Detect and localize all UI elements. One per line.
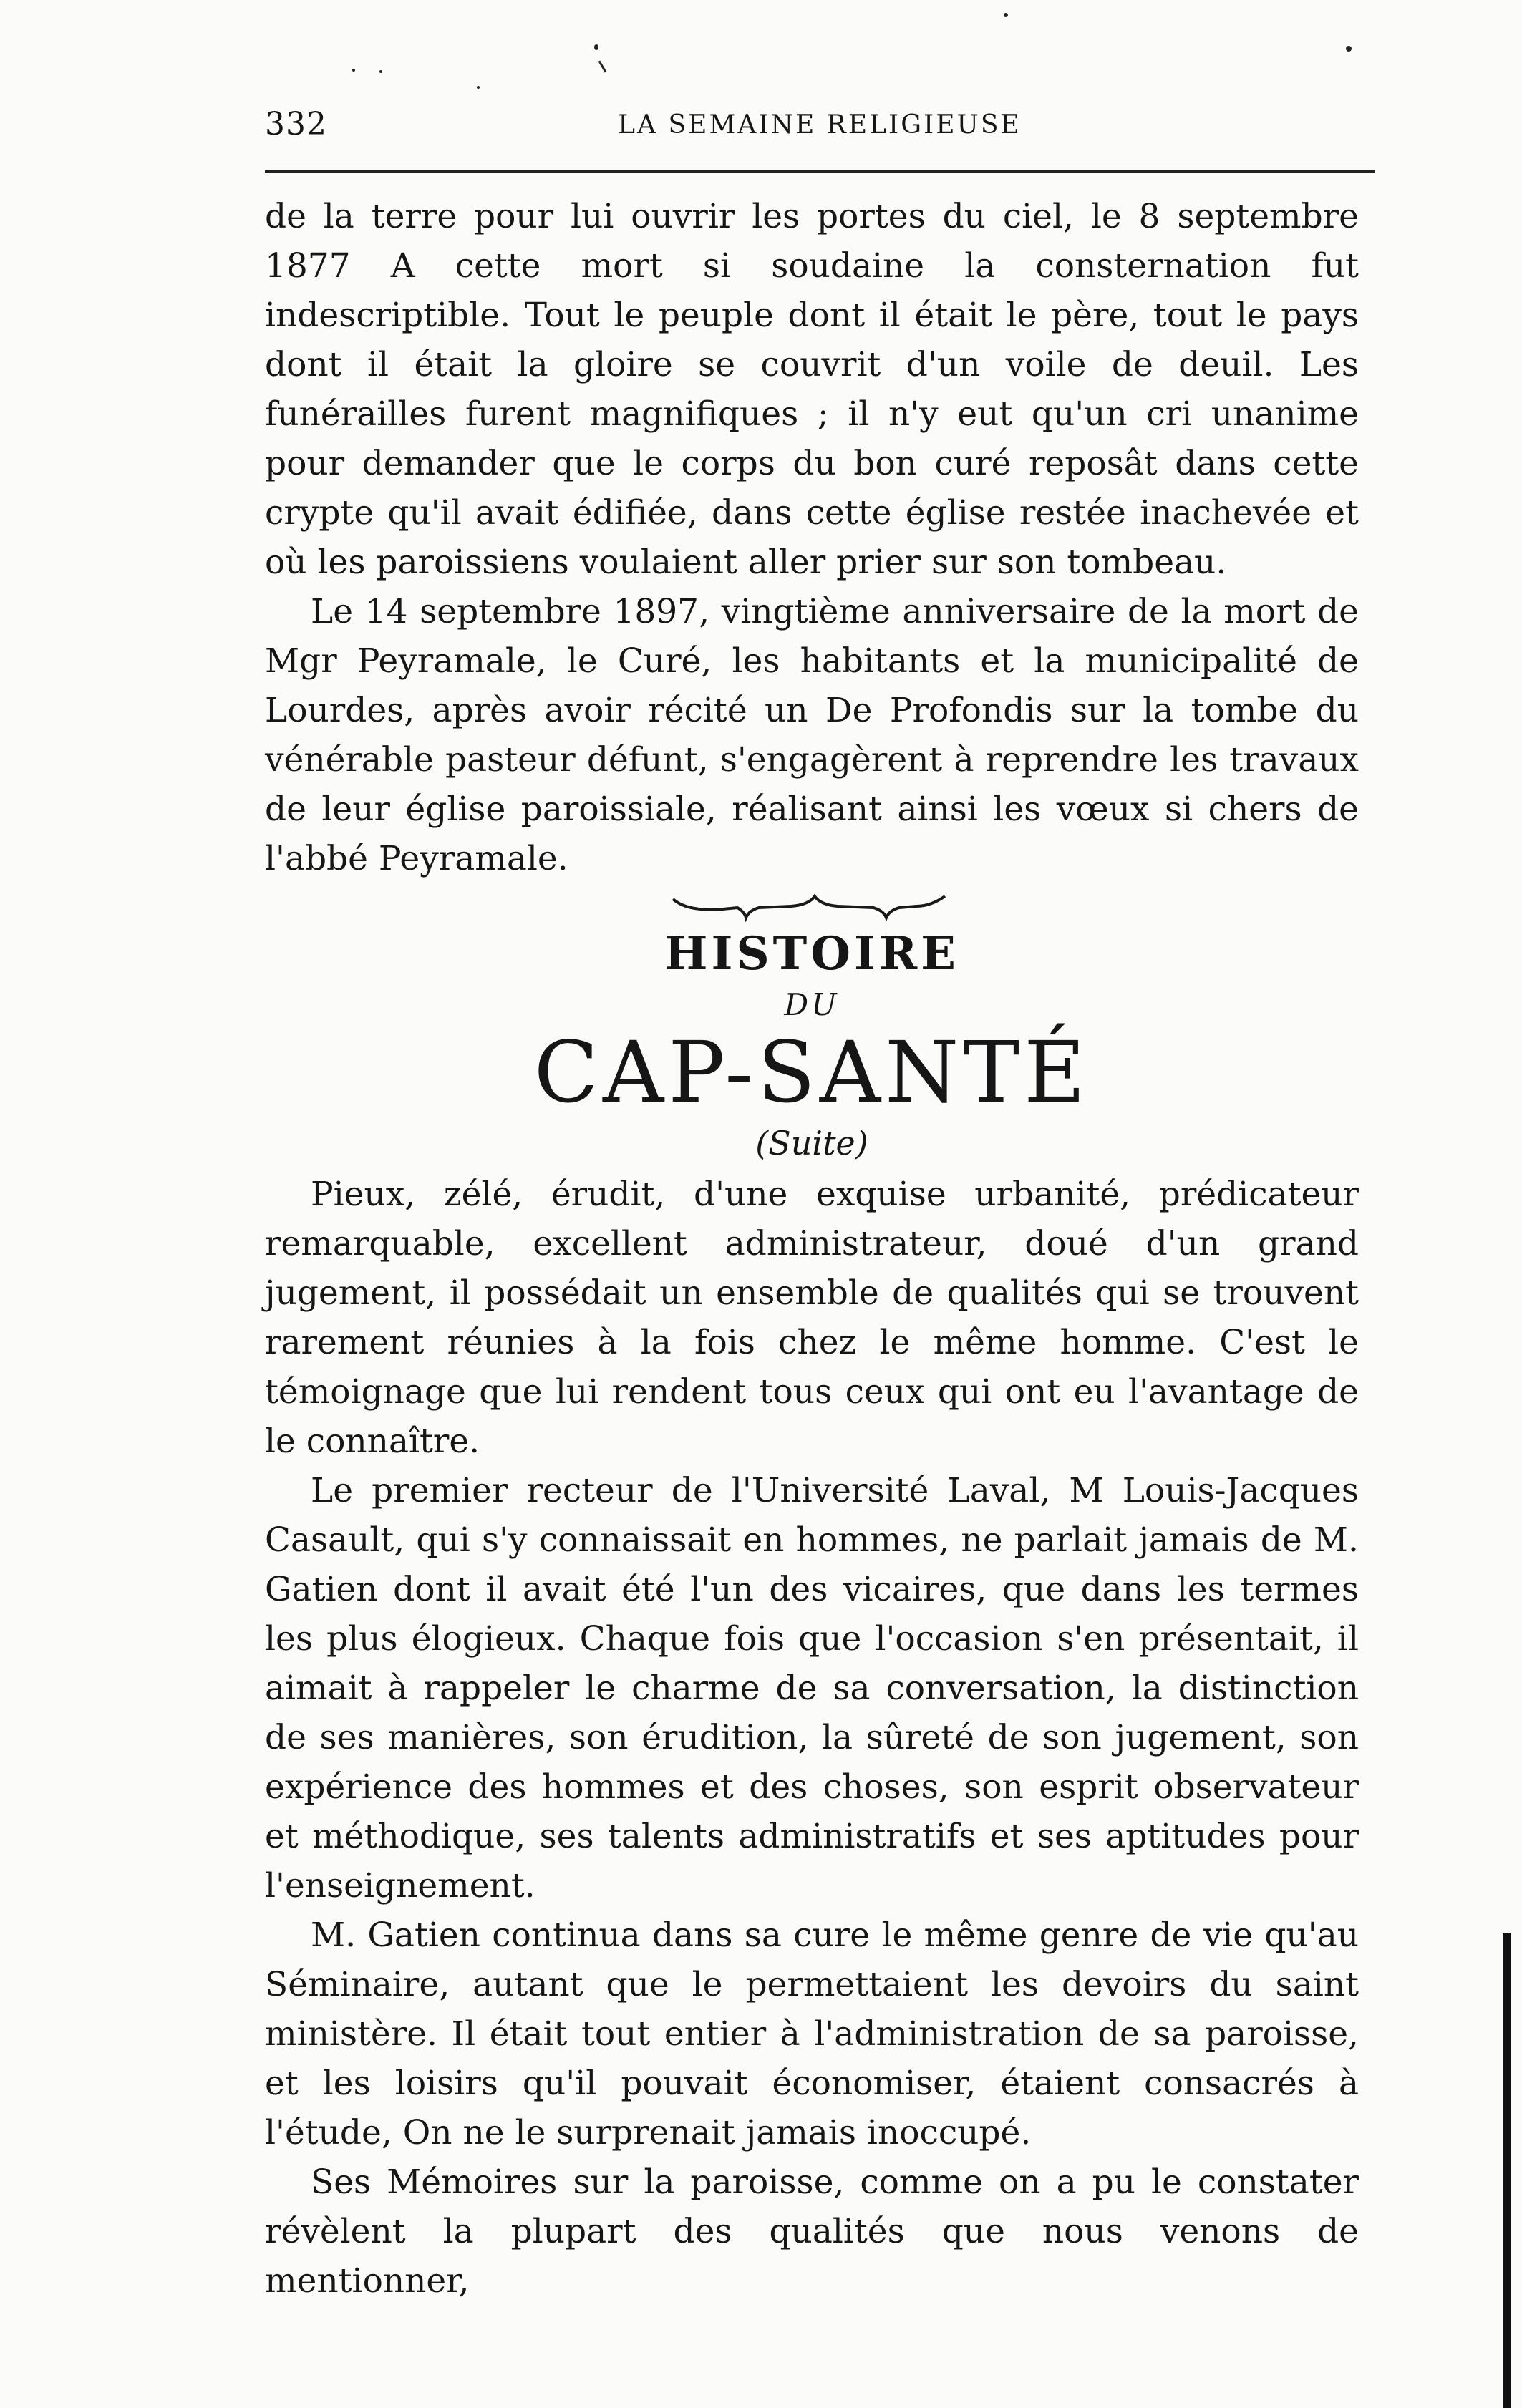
continued-paragraph: de la terre pour lui ouvrir les portes du ciel, le 8 septembre 1877 A cette mort si soudaine la consternation fut indescriptible. Tout le peuple dont il était le père, tout le pays dont il était la gloire se couvrit d'un voile de deuil. Les funérailles furent magnifiques ; il n'y eut qu'un cri unanime pour demander que le corps du bon curé reposât dans cette crypte qu'il avait édifiée, dans cette église restée inachevée et où les paroissiens voulaient aller prier sur son tombeau. xyxy=(265,197,1359,582)
paragraph-pieux: Pieux, zélé, érudit, d'une exquise urbanité, prédicateur remarquable, excellent administrateur, doué d'un grand jugement, il possédait un ensemble de qualités qui se trouvent rarement réunies à la fois chez le même homme. C'est le témoignage que lui rendent tous ceux qui ont eu l'avantage de le connaître. xyxy=(265,1175,1359,1461)
running-title: LA SEMAINE RELIGIEUSE xyxy=(618,110,1022,140)
paragraph-lourdes: Le 14 septembre 1897, vingtième anniversaire de la mort de Mgr Peyramale, le Curé, les habitants et la municipalité de Lourdes, après avoir récité un De Profondis sur la tombe du vénérable pasteur défunt, s'engagèrent à reprendre les travaux de leur église paroissiale, réalisant ainsi les vœux si chers de l'abbé Peyramale. xyxy=(265,592,1359,878)
ornament-divider xyxy=(265,890,1359,922)
section-main-title: CAP-SANTÉ xyxy=(533,1023,1090,1122)
section-title: HISTOIRE xyxy=(664,927,959,981)
paragraph-memoires: Ses Mémoires sur la paroisse, comme on a pu le constater révèlent la plupart des qualités que nous venons de mentionner, xyxy=(265,2162,1359,2301)
text-column xyxy=(265,192,1359,2306)
binding-edge-shadow xyxy=(1503,1933,1511,2408)
paragraph-cure: M. Gatien continua dans sa cure le même genre de vie qu'au Séminaire, autant que le permettaient les devoirs du saint ministère. Il était tout entier à l'administration de sa paroisse, et les loisirs qu'il pouvait économiser, étaient consacrés à l'étude, On ne le surprenait jamais inoccupé. xyxy=(265,1916,1359,2152)
page-header xyxy=(265,106,1375,156)
header-rule xyxy=(265,170,1375,173)
page-number: 332 xyxy=(265,106,327,142)
section-subtitle: (Suite) xyxy=(755,1124,868,1162)
section-connector: DU xyxy=(784,987,840,1022)
paragraph-casault: Le premier recteur de l'Université Laval, M Louis-Jacques Casault, qui s'y connaissait en hommes, ne parlait jamais de M. Gatien dont il avait été l'un des vicaires, que dans les termes les plus élogieux. Chaque fois que l'occasion s'en présentait, il aimait à rappeler le charme de sa conversation, la distinction de ses manières, son érudition, la sûreté de son jugement, son expérience des hommes et des choses, son esprit observateur et méthodique, ses talents administratifs et ses aptitudes pour l'enseignement. xyxy=(265,1471,1359,1905)
